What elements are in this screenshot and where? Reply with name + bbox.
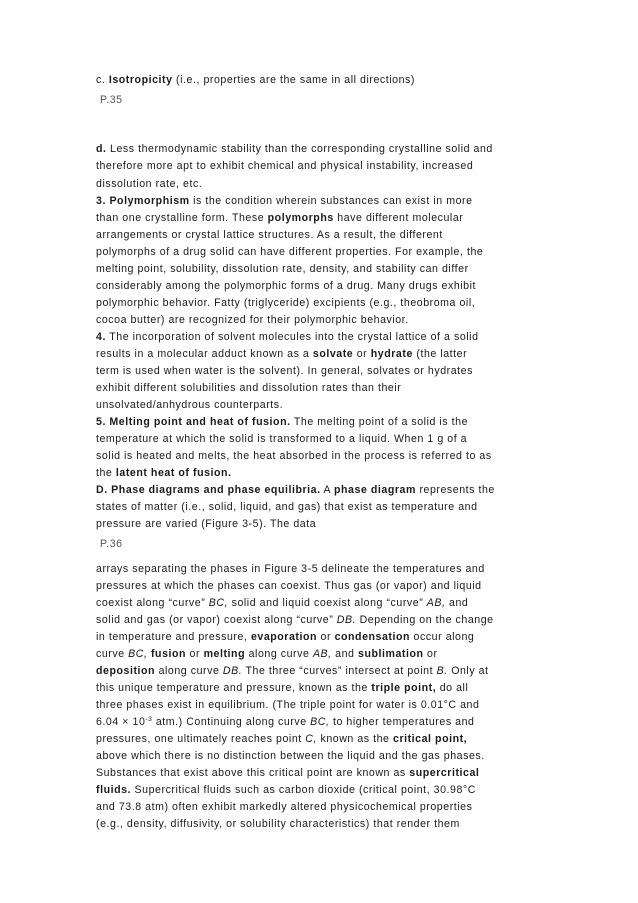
text-line: arrangements or crystal lattice structures. As a result, the different	[96, 229, 443, 241]
text-run: 6.04 × 10	[96, 716, 146, 728]
section-heading: 5. Melting point and heat of fusion.	[96, 416, 291, 428]
text-line: solid is heated and melts, the heat absorbed in the process is referred to as	[96, 450, 492, 462]
curve-label: AB,	[426, 597, 446, 609]
text-line	[96, 195, 473, 208]
text-run: along curve	[248, 648, 310, 660]
text-run: have different molecular	[337, 212, 464, 224]
text-run: solid and gas (or vapor) coexist along “curve”	[96, 614, 334, 626]
term-critical-point: critical point,	[393, 733, 468, 745]
text-run: Only at	[451, 665, 489, 677]
term-melting: melting	[203, 648, 246, 660]
term-triple-point: triple point,	[371, 682, 437, 694]
text-line: temperature at which the solid is transformed to a liquid. When 1 g of a	[96, 433, 468, 445]
term-fluids: fluids.	[96, 784, 132, 796]
text-run: results in a molecular adduct known as a	[96, 348, 310, 360]
text-run: known as the	[320, 733, 390, 745]
text-line: and 73.8 atm) often exhibit markedly altered physicochemical properties	[96, 801, 473, 813]
text-run: Depending on the change	[359, 614, 494, 626]
term-solvate: solvate	[312, 348, 354, 360]
text-line: therefore more apt to exhibit chemical and physical instability, increased	[96, 160, 474, 172]
text-line: polymorphic behavior. Fatty (triglyceride) excipients (e.g., theobroma oil,	[96, 297, 476, 309]
text-line	[96, 682, 468, 695]
text-line	[96, 665, 489, 678]
text-run: or	[356, 348, 368, 360]
text-run: Less thermodynamic stability than the corresponding crystalline solid and	[110, 143, 493, 155]
text-run: is the condition wherein substances can exist in more	[193, 195, 473, 207]
text-run: in temperature and pressure,	[96, 631, 248, 643]
text-run: pressures, one ultimately reaches point	[96, 733, 302, 745]
text-line: above which there is no distinction between the liquid and the gas phases.	[96, 750, 485, 762]
curve-label: BC,	[310, 716, 330, 728]
text-line: unsolvated/anhydrous counterparts.	[96, 399, 284, 411]
text-run: Supercritical fluids such as carbon dioxide (critical point, 30.98°C	[134, 784, 476, 796]
text-line: considerably among the polymorphic forms of a drug. Many drugs exhibit	[96, 280, 477, 292]
text-line	[96, 348, 467, 361]
text-line	[96, 331, 479, 344]
text-line	[96, 212, 463, 225]
text-run: Substances that exist above this critical point are known as	[96, 767, 406, 779]
term-polymorphism: Polymorphism	[109, 195, 190, 207]
text-run: coexist along “curve”	[96, 597, 206, 609]
text-line	[96, 416, 468, 429]
term-phase-diagram: phase diagram	[334, 484, 416, 496]
text-line: melting point, solubility, dissolution rate, density, and stability can differ	[96, 263, 469, 275]
section-number: 3.	[96, 195, 106, 207]
text-line: cocoa butter) are recognized for their polymorphic behavior.	[96, 314, 409, 326]
term-polymorphs: polymorphs	[267, 212, 334, 224]
page-number-35: P.35	[100, 94, 123, 106]
point-label: B.	[436, 665, 448, 677]
term-isotropicity: Isotropicity	[108, 74, 173, 86]
curve-label: DB.	[336, 614, 357, 626]
text-run: to higher temperatures and	[332, 716, 475, 728]
text-line	[96, 143, 493, 156]
item-label: c.	[96, 74, 106, 86]
term-supercritical: supercritical	[409, 767, 480, 779]
text-line	[96, 784, 476, 797]
text-line: exhibit different solubilities and dissolution rates than their	[96, 382, 402, 394]
section-heading: D. Phase diagrams and phase equilibria.	[96, 484, 321, 496]
term-fusion: fusion	[150, 648, 187, 660]
item-label: d.	[96, 143, 107, 155]
text-line: pressure are varied (Figure 3-5). The data	[96, 518, 317, 530]
curve-label: AB,	[312, 648, 332, 660]
curve-label: DB.	[222, 665, 243, 677]
text-run: this unique temperature and pressure, known as the	[96, 682, 368, 694]
text-run: or	[189, 648, 201, 660]
text-run: along curve	[158, 665, 220, 677]
text-run: occur along	[413, 631, 475, 643]
text-run: (i.e., properties are the same in all directions)	[176, 74, 415, 86]
text-line	[96, 648, 438, 661]
text-run: represents the	[419, 484, 495, 496]
text-line: term is used when water is the solvent). In general, solvates or hydrates	[96, 365, 473, 377]
text-run: A	[323, 484, 331, 496]
text-run: atm.) Continuing along curve	[155, 716, 307, 728]
text-run: The melting point of a solid is the	[293, 416, 469, 428]
text-line: dissolution rate, etc.	[96, 178, 203, 190]
text-line	[96, 716, 475, 729]
text-line: three phases exist in equilibrium. (The triple point for water is 0.01°C and	[96, 699, 480, 711]
text-line	[96, 484, 495, 497]
curve-label: BC,	[128, 648, 148, 660]
text-run: do all	[439, 682, 469, 694]
text-line	[96, 467, 232, 480]
text-line	[96, 74, 415, 87]
text-run: or	[320, 631, 332, 643]
curve-label: BC,	[208, 597, 229, 609]
text-run: or	[427, 648, 438, 660]
section-number: 4.	[96, 331, 106, 343]
text-line	[96, 733, 467, 746]
text-run: than one crystalline form. These	[96, 212, 265, 224]
text-line: polymorphs of a drug solid can have different properties. For example, the	[96, 246, 484, 258]
text-line: states of matter (i.e., solid, liquid, and gas) that exist as temperature and	[96, 501, 478, 513]
text-run: and	[449, 597, 469, 609]
text-run: The incorporation of solvent molecules into the crystal lattice of a solid	[109, 331, 479, 343]
text-run: curve	[96, 648, 125, 660]
term-evaporation: evaporation	[250, 631, 318, 643]
text-line: (e.g., density, diffusivity, or solubility characteristics) that render them	[96, 818, 460, 830]
text-line	[96, 631, 474, 644]
text-run: and	[335, 648, 355, 660]
point-label: C,	[305, 733, 317, 745]
text-line: arrays separating the phases in Figure 3-5 delineate the temperatures and	[96, 563, 485, 575]
term-deposition: deposition	[96, 665, 156, 677]
text-run: the	[96, 467, 113, 479]
text-line: pressures at which the phases can coexist. Thus gas (or vapor) and liquid	[96, 580, 482, 592]
term-hydrate: hydrate	[370, 348, 413, 360]
exponent: -3	[145, 716, 153, 723]
term-condensation: condensation	[334, 631, 411, 643]
text-line	[96, 767, 479, 780]
term-sublimation: sublimation	[358, 648, 424, 660]
text-line	[96, 597, 468, 610]
text-line	[96, 614, 494, 627]
text-run: The three “curves” intersect at point	[245, 665, 434, 677]
text-run: (the latter	[416, 348, 468, 360]
page-number-36: P.36	[100, 538, 123, 550]
text-run: solid and liquid coexist along “curve”	[231, 597, 424, 609]
term-latent-heat: latent heat of fusion.	[115, 467, 232, 479]
